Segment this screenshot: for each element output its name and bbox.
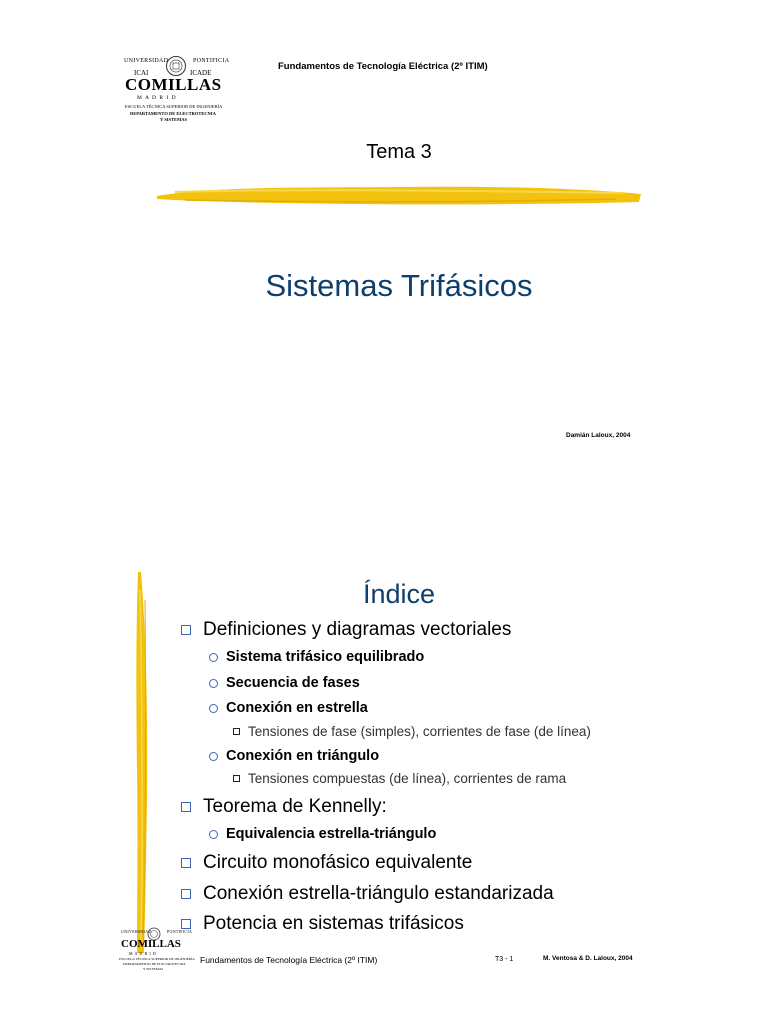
list-item [209, 826, 436, 842]
footer-page-number: T3 - 1 [495, 956, 514, 963]
yellow-brush-stroke [155, 180, 643, 210]
logo-comillas-text: COMILLAS [121, 938, 181, 950]
list-item-text: Teorema de Kennelly: [203, 796, 387, 817]
logo-school-text: ESCUELA TÉCNICA SUPERIOR DE INGENIERÍA [119, 957, 195, 961]
logo-madrid-text: M A D R I D [129, 951, 157, 956]
author-credit: Damián Laloux, 2004 [566, 432, 631, 439]
square-bullet-icon [181, 625, 191, 635]
circle-bullet-icon [209, 653, 218, 662]
comillas-logo [122, 55, 228, 125]
logo-department-text: DEPARTAMENTO DE ELECTROTECNIA [123, 962, 186, 966]
list-item-text: Tensiones de fase (simples), corrientes de fase (de línea) [248, 724, 591, 739]
list-item [181, 913, 464, 935]
logo-department-text-2: Y SISTEMAS [143, 967, 164, 971]
list-item-text: Definiciones y diagramas vectoriales [203, 619, 512, 640]
square-bullet-icon [181, 858, 191, 868]
logo-pontificia-text: PONTIFICIA [167, 929, 193, 934]
logo-universidad-text: UNIVERSIDAD [124, 58, 169, 64]
footer-course-title: Fundamentos de Tecnología Eléctrica (2º ITIM) [200, 955, 378, 965]
list-item [181, 619, 511, 641]
list-item-text: Conexión en triángulo [226, 748, 380, 764]
index-heading: Índice [362, 579, 436, 609]
logo-department-text-2: Y SISTEMAS [160, 117, 187, 122]
circle-bullet-icon [209, 830, 218, 839]
logo-madrid-text: M A D R I D [137, 95, 177, 101]
list-item [181, 852, 472, 874]
footer-authors: M. Ventosa & D. Laloux, 2004 [543, 955, 633, 962]
circle-bullet-icon [209, 752, 218, 761]
university-seal-icon [165, 55, 187, 77]
list-item [181, 883, 554, 905]
course-header: Fundamentos de Tecnología Eléctrica (2º ITIM) [278, 61, 488, 72]
list-item-text: Conexión en estrella [226, 700, 368, 716]
logo-school-text: ESCUELA TÉCNICA SUPERIOR DE INGENIERÍA [125, 104, 223, 109]
circle-bullet-icon [209, 679, 218, 688]
list-item [209, 649, 424, 665]
small-square-bullet-icon [233, 775, 240, 782]
logo-comillas-text: COMILLAS [125, 75, 222, 94]
comillas-logo-small [119, 927, 195, 973]
list-item [209, 700, 368, 716]
list-item [233, 771, 566, 786]
square-bullet-icon [181, 889, 191, 899]
presentation-title: Sistemas Trifásicos [265, 268, 533, 303]
list-item-text: Equivalencia estrella-triángulo [226, 826, 437, 842]
list-item-text: Tensiones compuestas (de línea), corrientes de rama [248, 771, 567, 786]
list-item-text: Potencia en sistemas trifásicos [203, 913, 464, 934]
topic-label: Tema 3 [366, 141, 432, 163]
list-item [209, 675, 360, 691]
list-item-text: Conexión estrella-triángulo estandarizada [203, 883, 554, 904]
vertical-yellow-brush-stroke [128, 570, 158, 955]
list-item-text: Circuito monofásico equivalente [203, 852, 473, 873]
logo-icade-text: ICADE [190, 69, 212, 77]
square-bullet-icon [181, 802, 191, 812]
list-item-text: Secuencia de fases [226, 675, 360, 691]
list-item [233, 724, 591, 739]
logo-icai-text: ICAI [134, 69, 149, 77]
logo-department-text: DEPARTAMENTO DE ELECTROTECNIA [130, 111, 216, 116]
small-square-bullet-icon [233, 728, 240, 735]
list-item [181, 796, 387, 818]
list-item-text: Sistema trifásico equilibrado [226, 649, 425, 665]
logo-universidad-text: UNIVERSIDAD [121, 929, 152, 934]
logo-pontificia-text: PONTIFICIA [193, 58, 230, 64]
circle-bullet-icon [209, 704, 218, 713]
list-item [209, 748, 379, 764]
